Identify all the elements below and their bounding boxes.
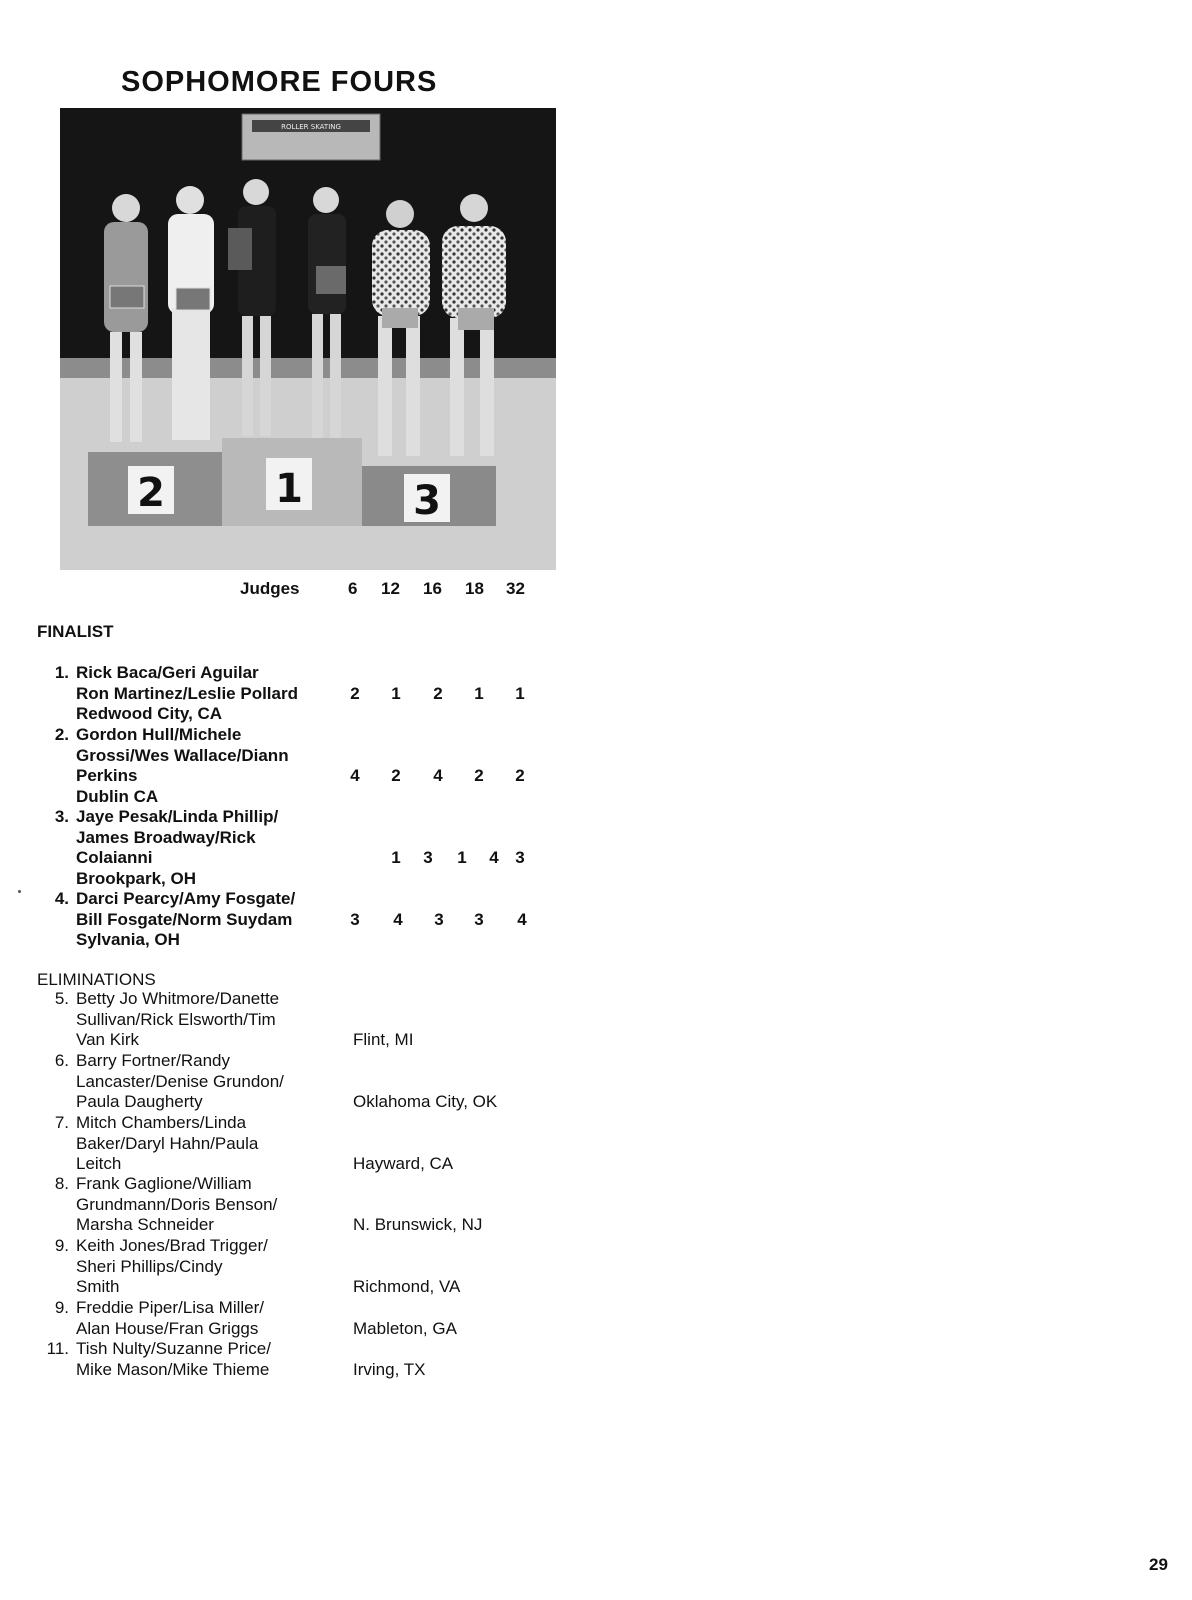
banner xyxy=(242,114,380,160)
entry-city: N. Brunswick, NJ xyxy=(353,1215,483,1234)
entry-line: Gordon Hull/Michele xyxy=(76,725,242,744)
entry-line: Redwood City, CA xyxy=(76,704,223,723)
judge-score: 3 xyxy=(423,848,433,867)
judges-header xyxy=(0,579,600,603)
judge-score: 2 xyxy=(433,683,443,703)
judge-score: 1 xyxy=(391,848,401,867)
entry-line: Frank Gaglione/William xyxy=(76,1174,252,1193)
entry-line: Leitch xyxy=(76,1154,122,1173)
place-number: 9. xyxy=(54,1298,69,1317)
entry-line: Brookpark, OH xyxy=(76,868,196,888)
entry-line: Mitch Chambers/Linda xyxy=(76,1113,247,1132)
entry-line: Ron Martinez/Leslie Pollard xyxy=(76,683,298,703)
entry-line: Dublin CA xyxy=(76,786,159,806)
judge-score: 2 xyxy=(474,766,484,785)
judge-score: 1 xyxy=(457,848,467,867)
judge-score: 2 xyxy=(515,766,525,785)
place-number: 7. xyxy=(54,1113,69,1132)
entry-line: Betty Jo Whitmore/Danette xyxy=(76,989,280,1008)
page-title: SOPHOMORE FOURS xyxy=(121,66,438,98)
entry-line: Mike Mason/Mike Thieme xyxy=(76,1359,270,1379)
judge-score: 3 xyxy=(350,909,360,929)
podium-label-third: 3 xyxy=(413,478,441,524)
banner-text: ROLLER SKATING xyxy=(281,123,341,131)
entry-line: Sheri Phillips/Cindy xyxy=(76,1256,223,1276)
entry-city: Irving, TX xyxy=(353,1359,426,1379)
finalist-heading: FINALIST xyxy=(37,622,114,641)
place-number: 6. xyxy=(54,1051,69,1070)
eliminations-heading: ELIMINATIONS xyxy=(37,970,156,989)
judge-score: 1 xyxy=(474,683,484,703)
judge-number: 6 xyxy=(348,579,358,598)
stray-mark xyxy=(18,890,21,893)
entry-line: Smith xyxy=(76,1277,120,1296)
entry-line: Barry Fortner/Randy xyxy=(76,1051,230,1070)
judge-number: 32 xyxy=(506,579,525,598)
judge-number: 18 xyxy=(465,579,484,598)
podium-label-first: 1 xyxy=(275,466,303,512)
entry-line: Baker/Daryl Hahn/Paula xyxy=(76,1133,259,1153)
entry-line: Lancaster/Denise Grundon/ xyxy=(76,1071,284,1091)
entry-line: Rick Baca/Geri Aguilar xyxy=(76,663,259,682)
entry-line: Colaianni xyxy=(76,848,153,867)
entry-city: Hayward, CA xyxy=(353,1154,454,1173)
judge-score: 4 xyxy=(393,909,403,929)
entry-line: Keith Jones/Brad Trigger/ xyxy=(76,1236,268,1255)
place-number: 4. xyxy=(54,889,69,908)
entry-line: Bill Fosgate/Norm Suydam xyxy=(76,909,293,929)
entry-line: Marsha Schneider xyxy=(76,1215,214,1234)
entry-line: Alan House/Fran Griggs xyxy=(76,1318,259,1338)
place-number: 8. xyxy=(54,1174,69,1193)
entry-line: Tish Nulty/Suzanne Price/ xyxy=(76,1339,271,1358)
judge-number: 16 xyxy=(423,579,442,598)
place-number: 1. xyxy=(54,663,69,682)
entry-line: Grossi/Wes Wallace/Diann xyxy=(76,745,289,765)
place-number: 11. xyxy=(46,1339,69,1358)
entry-line: Van Kirk xyxy=(76,1030,139,1049)
judge-score: 2 xyxy=(391,766,401,785)
entry-line: James Broadway/Rick xyxy=(76,827,256,847)
judge-score: 1 xyxy=(515,683,525,703)
entry-line: Grundmann/Doris Benson/ xyxy=(76,1194,278,1214)
judge-score: 3 xyxy=(515,848,525,867)
judge-score: 4 xyxy=(489,848,499,867)
judge-score: 3 xyxy=(434,909,444,929)
entry-city: Richmond, VA xyxy=(353,1277,461,1296)
entry-city: Oklahoma City, OK xyxy=(353,1092,498,1111)
entry-line: Jaye Pesak/Linda Phillip/ xyxy=(76,807,279,826)
entry-line: Sullivan/Rick Elsworth/Tim xyxy=(76,1009,276,1029)
entry-line: Paula Daugherty xyxy=(76,1092,203,1111)
podium-label-second: 2 xyxy=(137,470,165,516)
place-number: 3. xyxy=(54,807,69,826)
entry-line: Darci Pearcy/Amy Fosgate/ xyxy=(76,889,296,908)
judge-score: 1 xyxy=(391,683,401,703)
entry-line: Perkins xyxy=(76,766,138,785)
judge-score: 3 xyxy=(474,909,484,929)
entry-city: Mableton, GA xyxy=(353,1318,457,1338)
judge-score: 2 xyxy=(350,683,360,703)
place-number: 5. xyxy=(54,989,69,1008)
judge-number: 12 xyxy=(381,579,400,598)
podium-photo xyxy=(60,108,556,570)
judge-score: 4 xyxy=(350,766,360,785)
judges-label: Judges xyxy=(240,579,300,598)
entry-line: Freddie Piper/Lisa Miller/ xyxy=(76,1298,265,1317)
entry-city: Flint, MI xyxy=(353,1030,414,1049)
place-number: 2. xyxy=(54,725,69,744)
judge-score: 4 xyxy=(517,909,527,929)
judge-score: 4 xyxy=(433,766,443,785)
entry-line: Sylvania, OH xyxy=(76,930,180,949)
page-number: 29 xyxy=(1149,1555,1168,1574)
place-number: 9. xyxy=(54,1236,69,1255)
